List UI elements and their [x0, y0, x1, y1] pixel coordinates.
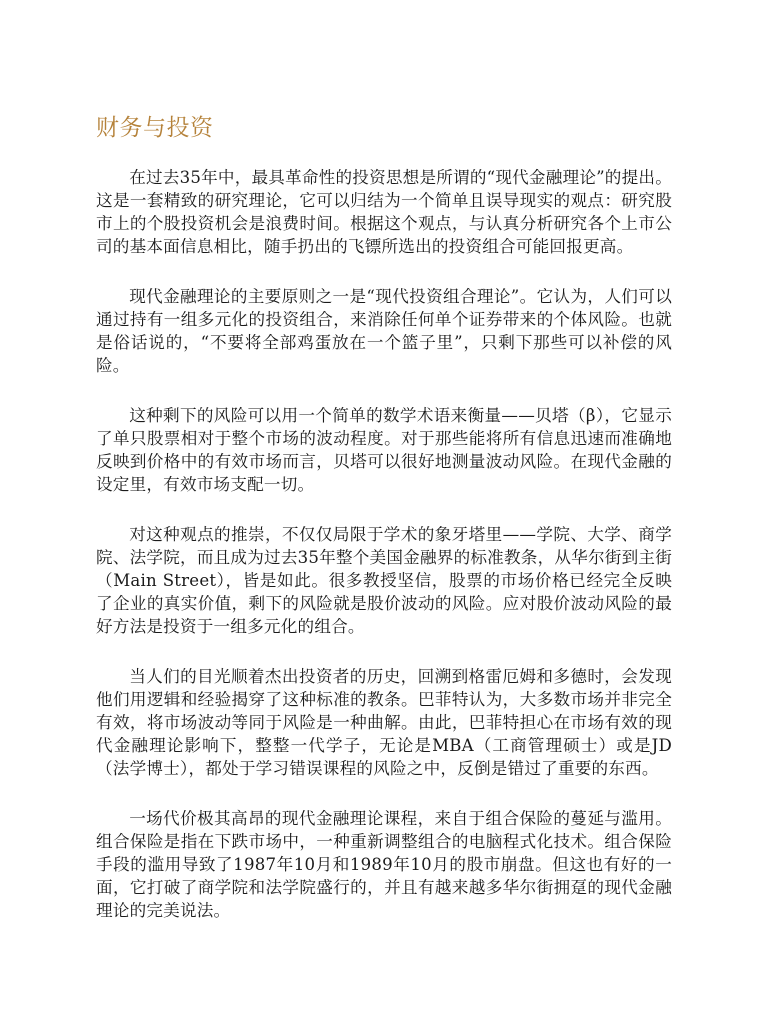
paragraph: 一场代价极其高昂的现代金融理论课程，来自于组合保险的蔓延与滥用。组合保险是指在下跌市场中，一种重新调整组合的电脑程式化技术。组合保险手段的滥用导致了1987年10月和1989年10月的股市崩盘。但这也有好的一面，它打破了商学院和法学院盛行的，并且有越来越多华尔街拥趸的现代金融理论的完美说法。: [96, 809, 672, 920]
paragraph: 当人们的目光顺着杰出投资者的历史，回溯到格雷厄姆和多德时，会发现他们用逻辑和经验揭穿了这种标准的教条。巴菲特认为，大多数市场并非完全有效，将市场波动等同于风险是一种曲解。由此，巴菲特担心在市场有效的现代金融理论影响下，整整一代学子，无论是MBA（工商管理硕士）或是JD（法学博士），都处于学习错误课程的风险之中，反倒是错过了重要的东西。: [96, 667, 672, 778]
section-title: 财务与投资: [96, 115, 214, 141]
paragraph: 这种剩下的风险可以用一个简单的数学术语来衡量——贝塔（β），它显示了单只股票相对于整个市场的波动程度。对于那些能将所有信息迅速而准确地反映到价格中的有效市场而言，贝塔可以很好地测量波动风险。在现代金融的设定里，有效市场支配一切。: [96, 406, 672, 494]
paragraph: 在过去35年中，最具革命性的投资思想是所谓的“现代金融理论”的提出。这是一套精致的研究理论，它可以归结为一个简单且误导现实的观点：研究股市上的个股投资机会是浪费时间。根据这个观点，与认真分析研究各个上市公司的基本面信息相比，随手扔出的飞镖所选出的投资组合可能回报更高。: [96, 168, 672, 256]
paragraph: 现代金融理论的主要原则之一是“现代投资组合理论”。它认为，人们可以通过持有一组多元化的投资组合，来消除任何单个证券带来的个体风险。也就是俗话说的，“不要将全部鸡蛋放在一个篮子里”，只剩下那些可以补偿的风险。: [96, 287, 672, 375]
paragraph: 对这种观点的推崇，不仅仅局限于学术的象牙塔里——学院、大学、商学院、法学院，而且成为过去35年整个美国金融界的标准教条，从华尔街到主街（Main Street），皆是如此。很多教授坚信，股票的市场价格已经完全反映了企业的真实价值，剩下的风险就是股价波动的风险。应对股价波动风险的最好方法是投资于一组多元化的组合。: [96, 525, 672, 636]
